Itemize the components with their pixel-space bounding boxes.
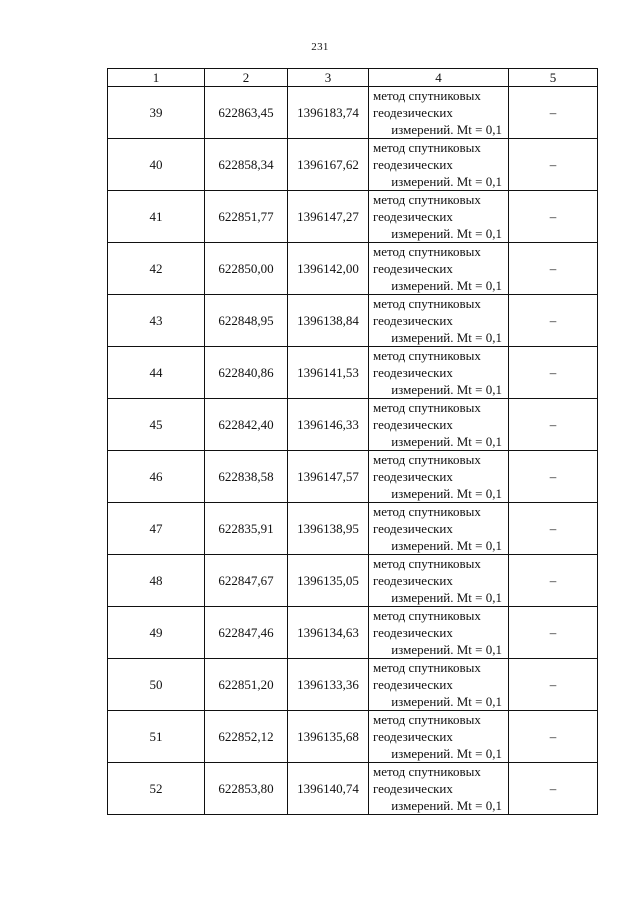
table-header-row bbox=[108, 69, 598, 87]
y-coordinate-cell: 1396183,74 bbox=[288, 87, 369, 139]
x-coordinate-cell: 622858,34 bbox=[205, 139, 288, 191]
y-coordinate-cell: 1396167,62 bbox=[288, 139, 369, 191]
y-coordinate-cell: 1396135,68 bbox=[288, 711, 369, 763]
method-text-line: метод спутниковых bbox=[373, 348, 481, 363]
x-coordinate-cell: 622848,95 bbox=[205, 295, 288, 347]
note-cell: – bbox=[509, 503, 598, 555]
method-text-line: метод спутниковых bbox=[373, 660, 481, 675]
column-header-1: 1 bbox=[108, 69, 205, 87]
method-text-line: метод спутниковых bbox=[373, 192, 481, 207]
method-text-line: метод спутниковых bbox=[373, 452, 481, 467]
y-coordinate-cell: 1396142,00 bbox=[288, 243, 369, 295]
note-cell: – bbox=[509, 399, 598, 451]
method-text-line: геодезических bbox=[373, 157, 453, 172]
point-number-cell: 48 bbox=[108, 555, 205, 607]
point-number-cell: 43 bbox=[108, 295, 205, 347]
note-cell: – bbox=[509, 451, 598, 503]
y-coordinate-cell: 1396135,05 bbox=[288, 555, 369, 607]
method-text-line: измерений. Mt = 0,1 bbox=[391, 642, 502, 657]
method-text-line: измерений. Mt = 0,1 bbox=[391, 434, 502, 449]
x-coordinate-cell: 622852,12 bbox=[205, 711, 288, 763]
method-cell bbox=[369, 555, 509, 607]
x-coordinate-cell: 622851,20 bbox=[205, 659, 288, 711]
point-number-cell: 41 bbox=[108, 191, 205, 243]
table-row bbox=[108, 87, 598, 139]
method-text-line: геодезических bbox=[373, 677, 453, 692]
table-row bbox=[108, 191, 598, 243]
method-text-line: метод спутниковых bbox=[373, 400, 481, 415]
method-text-line: метод спутниковых bbox=[373, 504, 481, 519]
note-cell: – bbox=[509, 659, 598, 711]
point-number-cell: 46 bbox=[108, 451, 205, 503]
method-cell bbox=[369, 399, 509, 451]
x-coordinate-cell: 622842,40 bbox=[205, 399, 288, 451]
table-row bbox=[108, 659, 598, 711]
x-coordinate-cell: 622840,86 bbox=[205, 347, 288, 399]
method-text-line: измерений. Mt = 0,1 bbox=[391, 746, 502, 761]
point-number-cell: 50 bbox=[108, 659, 205, 711]
table-row bbox=[108, 711, 598, 763]
table-row bbox=[108, 607, 598, 659]
method-text-line: измерений. Mt = 0,1 bbox=[391, 226, 502, 241]
method-text-line: геодезических bbox=[373, 781, 453, 796]
method-text-line: измерений. Mt = 0,1 bbox=[391, 694, 502, 709]
y-coordinate-cell: 1396147,27 bbox=[288, 191, 369, 243]
table-row bbox=[108, 763, 598, 815]
method-cell bbox=[369, 139, 509, 191]
method-text-line: измерений. Mt = 0,1 bbox=[391, 590, 502, 605]
table-row bbox=[108, 347, 598, 399]
x-coordinate-cell: 622853,80 bbox=[205, 763, 288, 815]
method-text-line: измерений. Mt = 0,1 bbox=[391, 122, 502, 137]
method-text-line: измерений. Mt = 0,1 bbox=[391, 330, 502, 345]
method-text-line: геодезических bbox=[373, 105, 453, 120]
method-cell bbox=[369, 607, 509, 659]
method-text-line: измерений. Mt = 0,1 bbox=[391, 538, 502, 553]
y-coordinate-cell: 1396141,53 bbox=[288, 347, 369, 399]
note-cell: – bbox=[509, 607, 598, 659]
point-number-cell: 40 bbox=[108, 139, 205, 191]
x-coordinate-cell: 622835,91 bbox=[205, 503, 288, 555]
y-coordinate-cell: 1396147,57 bbox=[288, 451, 369, 503]
method-cell bbox=[369, 243, 509, 295]
method-cell bbox=[369, 87, 509, 139]
point-number-cell: 49 bbox=[108, 607, 205, 659]
point-number-cell: 51 bbox=[108, 711, 205, 763]
method-text-line: геодезических bbox=[373, 261, 453, 276]
point-number-cell: 39 bbox=[108, 87, 205, 139]
y-coordinate-cell: 1396133,36 bbox=[288, 659, 369, 711]
note-cell: – bbox=[509, 763, 598, 815]
note-cell: – bbox=[509, 555, 598, 607]
table-row bbox=[108, 243, 598, 295]
note-cell: – bbox=[509, 87, 598, 139]
method-text-line: геодезических bbox=[373, 521, 453, 536]
method-text-line: геодезических bbox=[373, 313, 453, 328]
note-cell: – bbox=[509, 139, 598, 191]
x-coordinate-cell: 622838,58 bbox=[205, 451, 288, 503]
y-coordinate-cell: 1396138,84 bbox=[288, 295, 369, 347]
method-cell bbox=[369, 295, 509, 347]
y-coordinate-cell: 1396146,33 bbox=[288, 399, 369, 451]
method-text-line: геодезических bbox=[373, 573, 453, 588]
point-number-cell: 42 bbox=[108, 243, 205, 295]
x-coordinate-cell: 622863,45 bbox=[205, 87, 288, 139]
table-row bbox=[108, 503, 598, 555]
page-number: 231 bbox=[311, 41, 329, 53]
point-number-cell: 47 bbox=[108, 503, 205, 555]
y-coordinate-cell: 1396134,63 bbox=[288, 607, 369, 659]
table-body bbox=[108, 87, 598, 815]
table-row bbox=[108, 139, 598, 191]
method-text-line: метод спутниковых bbox=[373, 556, 481, 571]
method-text-line: метод спутниковых bbox=[373, 764, 481, 779]
y-coordinate-cell: 1396138,95 bbox=[288, 503, 369, 555]
table-row bbox=[108, 295, 598, 347]
column-header-2: 2 bbox=[205, 69, 288, 87]
method-text-line: метод спутниковых bbox=[373, 88, 481, 103]
table-row bbox=[108, 399, 598, 451]
method-text-line: геодезических bbox=[373, 469, 453, 484]
method-text-line: измерений. Mt = 0,1 bbox=[391, 174, 502, 189]
column-header-5: 5 bbox=[509, 69, 598, 87]
x-coordinate-cell: 622847,46 bbox=[205, 607, 288, 659]
point-number-cell: 45 bbox=[108, 399, 205, 451]
method-text-line: геодезических bbox=[373, 729, 453, 744]
note-cell: – bbox=[509, 347, 598, 399]
note-cell: – bbox=[509, 243, 598, 295]
x-coordinate-cell: 622850,00 bbox=[205, 243, 288, 295]
x-coordinate-cell: 622847,67 bbox=[205, 555, 288, 607]
method-text-line: измерений. Mt = 0,1 bbox=[391, 798, 502, 813]
method-cell bbox=[369, 763, 509, 815]
method-cell bbox=[369, 503, 509, 555]
method-text-line: метод спутниковых bbox=[373, 712, 481, 727]
method-text-line: измерений. Mt = 0,1 bbox=[391, 486, 502, 501]
method-cell bbox=[369, 659, 509, 711]
coordinates-table bbox=[107, 68, 598, 815]
method-text-line: метод спутниковых bbox=[373, 608, 481, 623]
point-number-cell: 52 bbox=[108, 763, 205, 815]
method-text-line: геодезических bbox=[373, 417, 453, 432]
method-text-line: измерений. Mt = 0,1 bbox=[391, 382, 502, 397]
method-text-line: измерений. Mt = 0,1 bbox=[391, 278, 502, 293]
column-header-3: 3 bbox=[288, 69, 369, 87]
method-text-line: геодезических bbox=[373, 209, 453, 224]
method-cell bbox=[369, 451, 509, 503]
note-cell: – bbox=[509, 295, 598, 347]
method-text-line: метод спутниковых bbox=[373, 296, 481, 311]
x-coordinate-cell: 622851,77 bbox=[205, 191, 288, 243]
table-row bbox=[108, 555, 598, 607]
method-cell bbox=[369, 191, 509, 243]
method-text-line: метод спутниковых bbox=[373, 140, 481, 155]
y-coordinate-cell: 1396140,74 bbox=[288, 763, 369, 815]
method-cell bbox=[369, 347, 509, 399]
note-cell: – bbox=[509, 711, 598, 763]
column-header-4: 4 bbox=[369, 69, 509, 87]
method-text-line: геодезических bbox=[373, 365, 453, 380]
method-text-line: метод спутниковых bbox=[373, 244, 481, 259]
method-cell bbox=[369, 711, 509, 763]
method-text-line: геодезических bbox=[373, 625, 453, 640]
table-row bbox=[108, 451, 598, 503]
point-number-cell: 44 bbox=[108, 347, 205, 399]
note-cell: – bbox=[509, 191, 598, 243]
